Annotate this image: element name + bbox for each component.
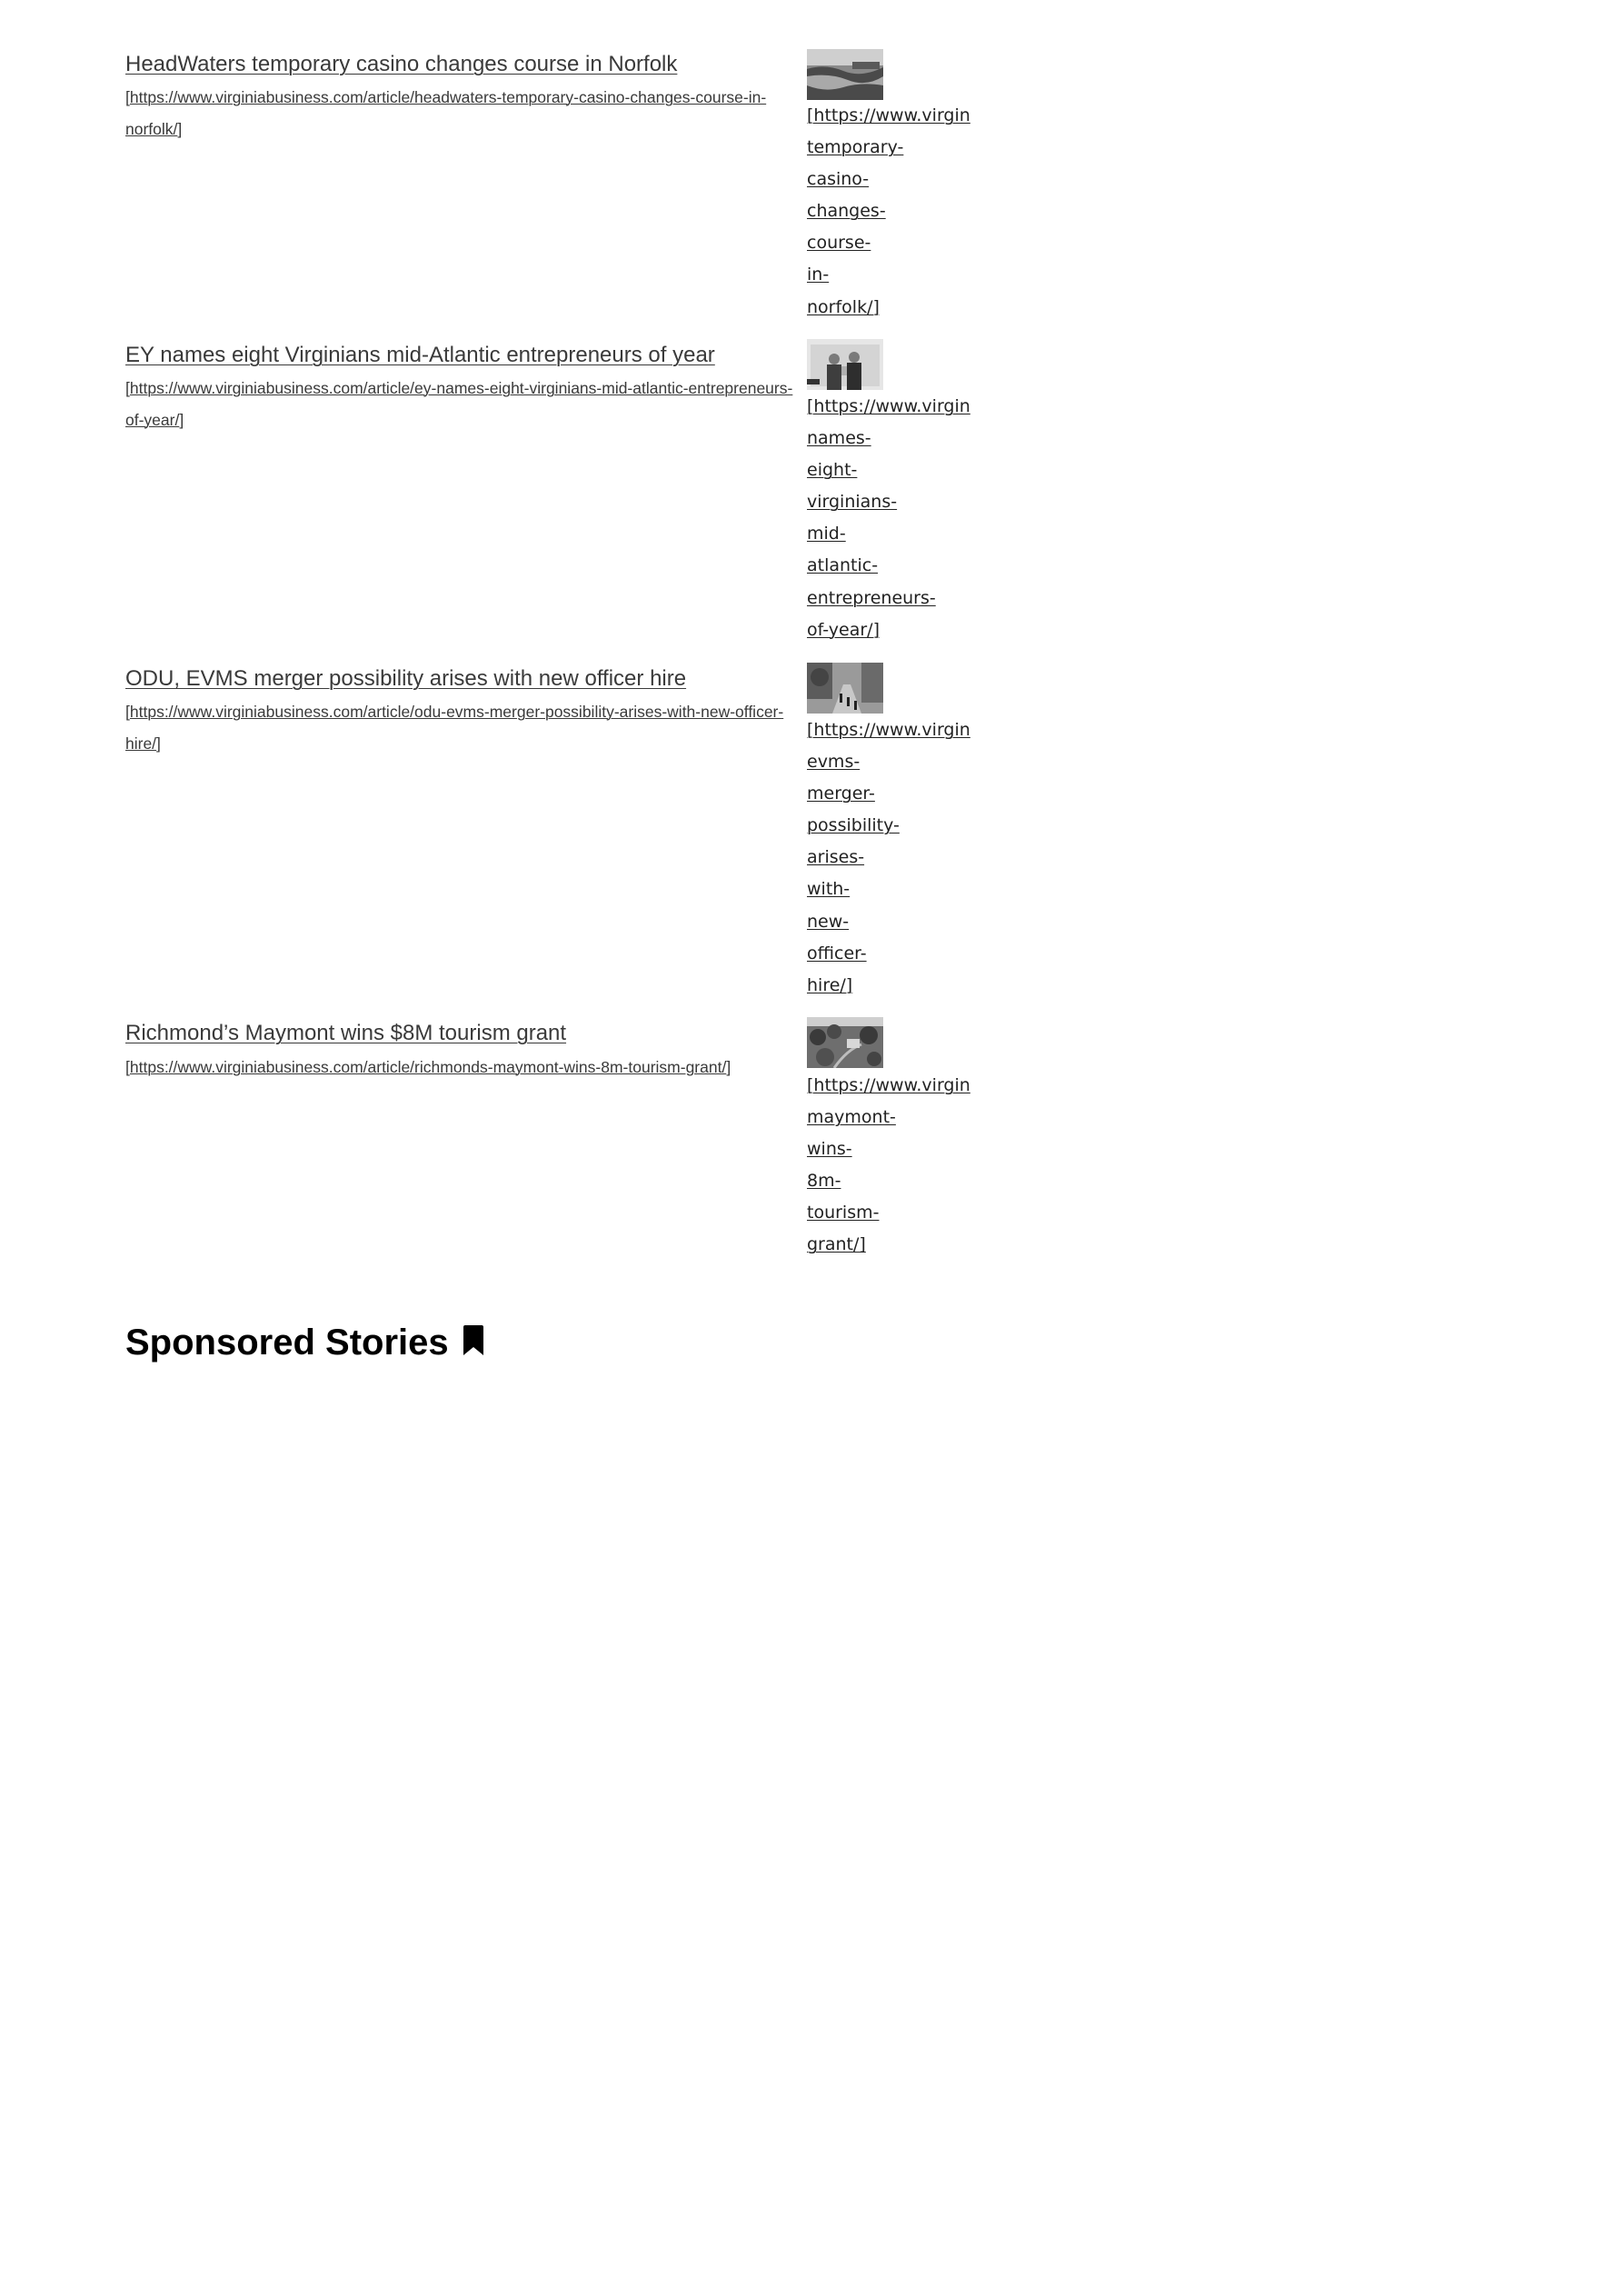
award-ceremony-photo-icon[interactable] — [807, 339, 883, 390]
article-title-link[interactable]: EY names eight Virginians mid-Atlantic entrepreneurs of year — [125, 343, 715, 367]
article-title-link[interactable]: ODU, EVMS merger possibility arises with new officer hire — [125, 666, 687, 691]
thumb-url-link[interactable]: [https://www.virgin evms- merger- possibility- arises- with- new- officer- hire/] — [807, 720, 970, 995]
thumb-url-link[interactable]: [https://www.virgin maymont- wins- 8m- tourism- grant/] — [807, 1075, 970, 1255]
estate-aerial-photo-icon[interactable] — [807, 1017, 883, 1068]
article-url: [https://www.virginiabusiness.com/article/odu-evms-merger-possibility-arises-with-new-officer-hire/] — [125, 703, 784, 753]
article-url: [https://www.virginiabusiness.com/article/ey-names-eight-virginians-mid-atlantic-entrepreneurs-of-year/] — [125, 379, 793, 429]
sponsored-stories-heading — [125, 1318, 485, 1367]
sponsored-stories-title: Sponsored Stories — [125, 1323, 449, 1363]
article-title-link[interactable]: Richmond’s Maymont wins $8M tourism grant — [125, 1021, 567, 1045]
river-aerial-photo-icon[interactable] — [807, 49, 883, 100]
article-url-link[interactable]: https://www.virginiabusiness.com/article/richmonds-maymont-wins-8m-tourism-grant/ — [129, 1058, 727, 1076]
article-url-link[interactable]: https://www.virginiabusiness.com/article/headwaters-temporary-casino-changes-course-in-norfolk/ — [125, 88, 767, 138]
article-url-link[interactable]: https://www.virginiabusiness.com/article/odu-evms-merger-possibility-arises-with-new-officer-hire/ — [125, 703, 784, 753]
article-url: [https://www.virginiabusiness.com/article/headwaters-temporary-casino-changes-course-in-norfolk/] — [125, 88, 767, 138]
thumb-url-link[interactable]: [https://www.virgin temporary- casino- changes- course- in- norfolk/] — [807, 105, 970, 317]
thumb-url-link[interactable]: [https://www.virgin names- eight- virginians- mid- atlantic- entrepreneurs- of-year/] — [807, 396, 970, 640]
article-url: [https://www.virginiabusiness.com/article/richmonds-maymont-wins-8m-tourism-grant/] — [125, 1058, 731, 1076]
article-url-link[interactable]: https://www.virginiabusiness.com/article/ey-names-eight-virginians-mid-atlantic-entrepreneurs-of-year/ — [125, 379, 793, 429]
campus-walkway-photo-icon[interactable] — [807, 663, 883, 714]
article-title-link[interactable]: HeadWaters temporary casino changes course in Norfolk — [125, 52, 678, 76]
bookmark-icon — [462, 1322, 485, 1367]
